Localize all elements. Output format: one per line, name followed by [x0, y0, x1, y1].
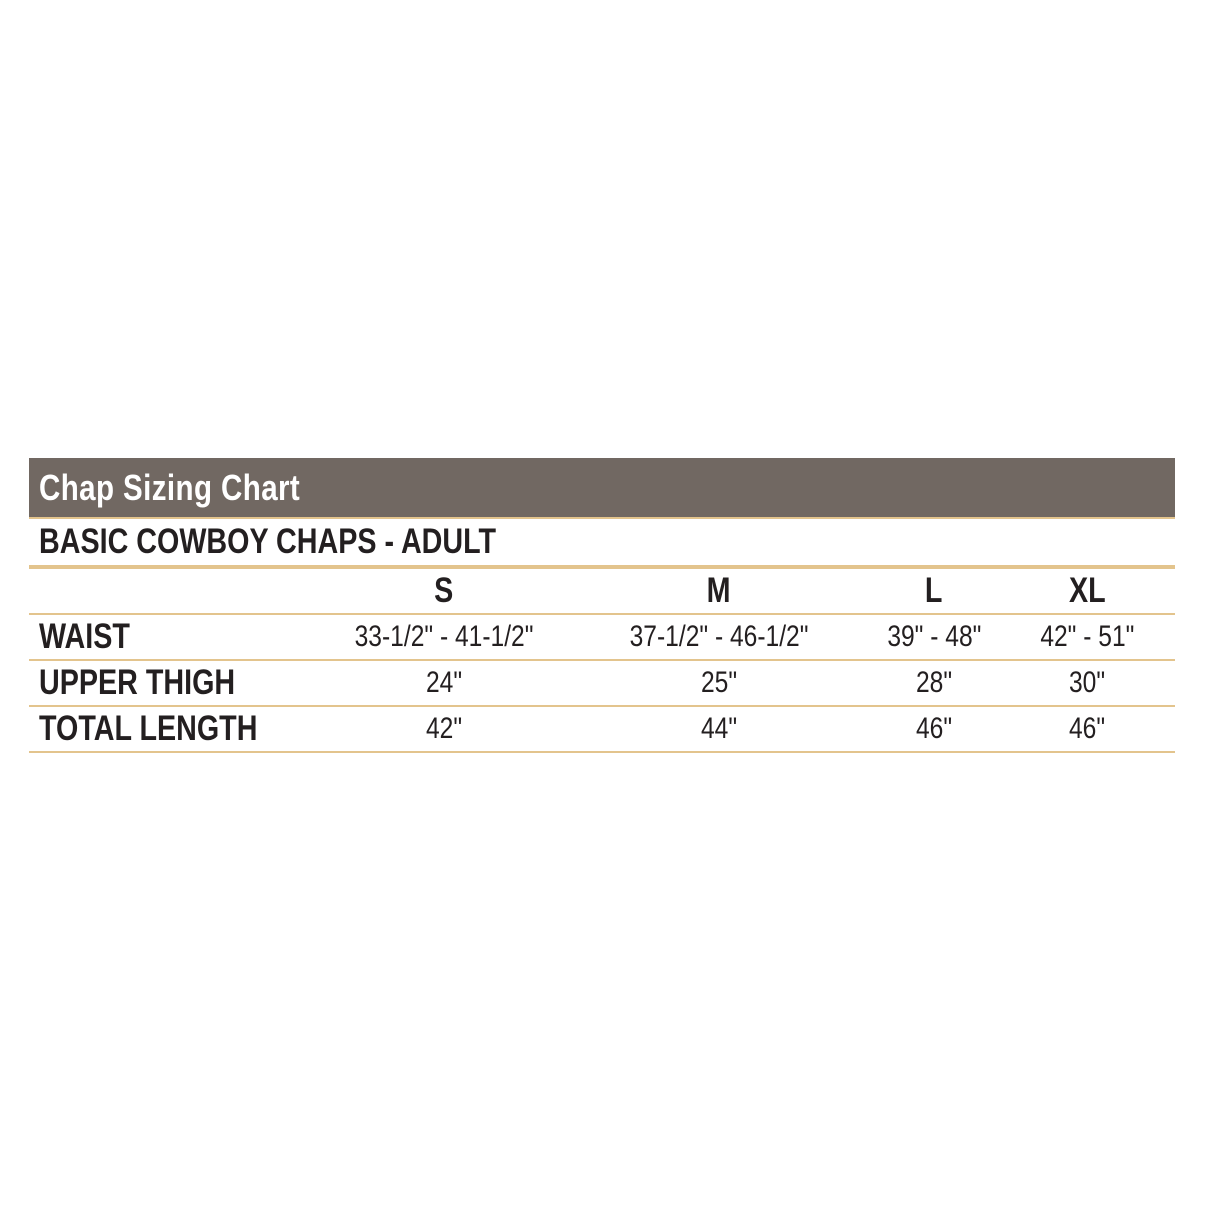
waist-xl-value: 42" - 51" [1039, 620, 1135, 653]
table-cell [319, 707, 569, 751]
size-header-s: S [434, 571, 454, 610]
upper-thigh-xl-value: 30" [1068, 666, 1106, 699]
sizing-chart [29, 458, 1175, 753]
size-header-cell [569, 569, 869, 613]
table-row-waist [29, 615, 1175, 661]
size-header-m: M [707, 571, 731, 610]
subtitle-row [29, 519, 1175, 569]
table-cell [999, 707, 1175, 751]
size-header-row [29, 569, 1175, 615]
table-cell [319, 661, 569, 705]
title-bar [29, 458, 1175, 519]
row-label-cell [29, 661, 319, 705]
row-label-upper-thigh: UPPER THIGH [39, 663, 236, 702]
table-cell [869, 615, 999, 659]
table-row-upper-thigh [29, 661, 1175, 707]
size-header-cell [319, 569, 569, 613]
size-header-xl: XL [1068, 571, 1106, 610]
header-empty-cell [29, 569, 319, 613]
table-cell [869, 707, 999, 751]
waist-s-value: 33-1/2" - 41-1/2" [354, 620, 534, 653]
upper-thigh-m-value: 25" [700, 666, 738, 699]
row-label-cell [29, 707, 319, 751]
waist-m-value: 37-1/2" - 46-1/2" [629, 620, 809, 653]
total-length-s-value: 42" [425, 712, 463, 745]
row-label-cell [29, 615, 319, 659]
row-label-total-length: TOTAL LENGTH [39, 709, 258, 748]
chart-subtitle: BASIC COWBOY CHAPS - ADULT [39, 522, 497, 561]
table-cell [569, 707, 869, 751]
waist-l-value: 39" - 48" [886, 620, 982, 653]
table-cell [869, 661, 999, 705]
row-label-waist: WAIST [39, 617, 130, 656]
upper-thigh-l-value: 28" [915, 666, 953, 699]
chart-title: Chap Sizing Chart [39, 466, 301, 508]
size-header-cell [869, 569, 999, 613]
size-header-l: L [925, 571, 943, 610]
table-cell [569, 661, 869, 705]
total-length-l-value: 46" [915, 712, 953, 745]
table-cell [999, 661, 1175, 705]
table-cell [999, 615, 1175, 659]
table-cell [319, 615, 569, 659]
size-header-cell [999, 569, 1175, 613]
table-cell [569, 615, 869, 659]
total-length-xl-value: 46" [1068, 712, 1106, 745]
total-length-m-value: 44" [700, 712, 738, 745]
upper-thigh-s-value: 24" [425, 666, 463, 699]
table-row-total-length [29, 707, 1175, 753]
